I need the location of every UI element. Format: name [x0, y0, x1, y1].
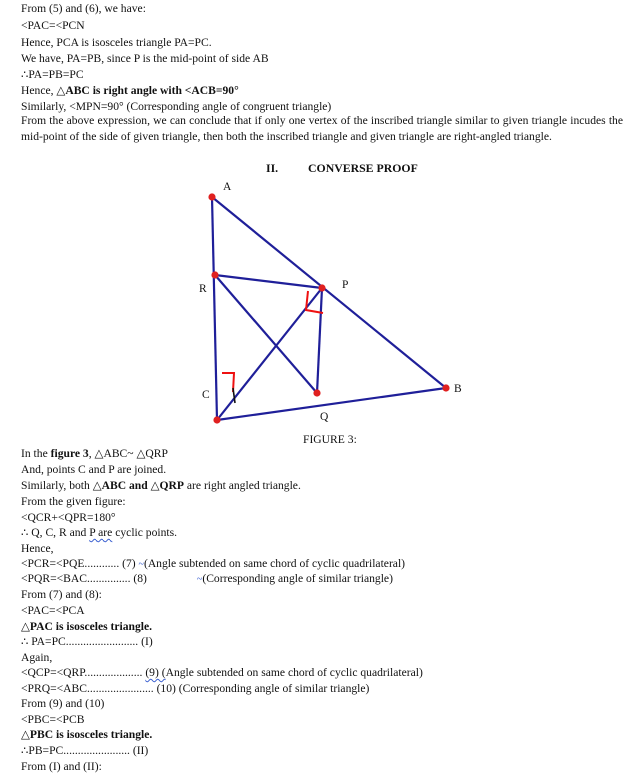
conclusion-paragraph: From the above expression, we can conclude that if only one vertex of the inscribed triangle similar to given triangle incudes the mid-point of the side of given triangle, then both the inscribed triangle and given triangle are right-angled triangle. [21, 114, 623, 143]
side-ac [212, 197, 217, 420]
figure-lines [212, 197, 446, 420]
figure-caption: FIGURE 3: [303, 433, 357, 446]
text-span: (Corresponding angle of similar triangle) [202, 572, 393, 585]
point-b [442, 384, 449, 391]
section-heading [266, 161, 418, 176]
hence-right-angle-line [21, 84, 239, 98]
text-line: Hence, PCA is isosceles triangle PA=PC. [21, 36, 212, 49]
segment-rp [215, 275, 322, 288]
label-r: R [199, 283, 207, 295]
text-line: <PRQ=<ABC....................... (10) (Corresponding angle of similar triangle) [21, 682, 370, 695]
isosceles-pac-statement: △PAC is isosceles triangle. [21, 620, 153, 633]
point-a [208, 193, 215, 200]
point-p [318, 284, 325, 291]
label-b: B [454, 383, 462, 395]
text-line: From (5) and (6), we have: [21, 2, 146, 15]
hence-prefix: Hence, [21, 84, 57, 97]
text-span: <QCP=<QRP.................... [21, 666, 146, 679]
text-span: ∴ Q, C, R and [21, 526, 90, 539]
text-line: <PAC=<PCN [21, 19, 85, 32]
text-line: From the given figure: [21, 495, 126, 508]
figure-3-diagram [190, 176, 480, 428]
spellcheck-underlined-text: P are [89, 526, 113, 539]
segment-rq [215, 275, 317, 393]
text-line: And, points C and P are joined. [21, 463, 167, 476]
text-line: Again, [21, 651, 53, 664]
text-line: ∴PB=PC....................... (II) [21, 744, 149, 757]
point-q [313, 389, 320, 396]
right-angle-marks [222, 291, 323, 403]
spellcheck-underlined-text: (9) ( [145, 666, 166, 679]
text-span: cyclic points. [112, 526, 178, 539]
text-line: <QCR+<QPR=180° [21, 511, 116, 524]
text-line: We have, PA=PB, since P is the mid-point of side AB [21, 52, 269, 65]
text-span: Angle subtended on same chord of cyclic quadrilateral) [165, 666, 423, 679]
triangles-bold: △ABC and △QRP [92, 479, 184, 492]
side-ab [212, 197, 446, 388]
text-line: <PBC=<PCB [21, 713, 85, 726]
figure-reference: figure 3 [50, 447, 89, 460]
text-line: Similarly, <MPN=90° (Corresponding angle of congruent triangle) [21, 100, 332, 113]
text-span: <PQR=<BAC............... (8) [21, 572, 147, 585]
side-cb [217, 388, 446, 420]
spellcheck-squiggle-icon: ~ [196, 574, 203, 585]
label-q: Q [320, 411, 329, 423]
point-c [213, 416, 220, 423]
cyclic-line [21, 526, 177, 540]
label-a: A [223, 181, 232, 193]
figure-reference-line [21, 447, 168, 461]
right-angle-mark-c [222, 373, 234, 392]
right-angle-statement: △ABC is right angle with <ACB=90° [56, 84, 239, 97]
spellcheck-squiggle-icon: ~ [138, 559, 144, 570]
point-r [211, 271, 218, 278]
text-span: In the [21, 447, 51, 460]
equation-9-line [21, 666, 423, 680]
section-number: II. [266, 161, 279, 175]
text-line: <PAC=<PCA [21, 604, 85, 617]
equation-8-line [21, 572, 393, 587]
text-line: From (7) and (8): [21, 588, 102, 601]
text-line: From (9) and (10) [21, 697, 105, 710]
text-span: <PCR=<PQE............ (7) [21, 557, 139, 570]
label-c: C [202, 389, 210, 401]
equation-7-line [21, 557, 405, 572]
text-line: From (I) and (II): [21, 760, 102, 773]
text-span: are right angled triangle. [184, 479, 301, 492]
isosceles-pbc-statement: △PBC is isosceles triangle. [21, 728, 153, 741]
similarly-line [21, 479, 301, 493]
text-line: ∴PA=PB=PC [21, 68, 84, 81]
label-p: P [342, 279, 349, 291]
text-line: Hence, [21, 542, 54, 555]
text-line: ∴ PA=PC......................... (I) [21, 635, 153, 648]
text-span: (Angle subtended on same chord of cyclic quadrilateral) [143, 557, 406, 570]
similarity-statement: , △ABC~ △QRP [88, 447, 168, 460]
text-span: Similarly, both [21, 479, 93, 492]
segment-pq [317, 288, 322, 393]
section-title: CONVERSE PROOF [308, 161, 418, 175]
